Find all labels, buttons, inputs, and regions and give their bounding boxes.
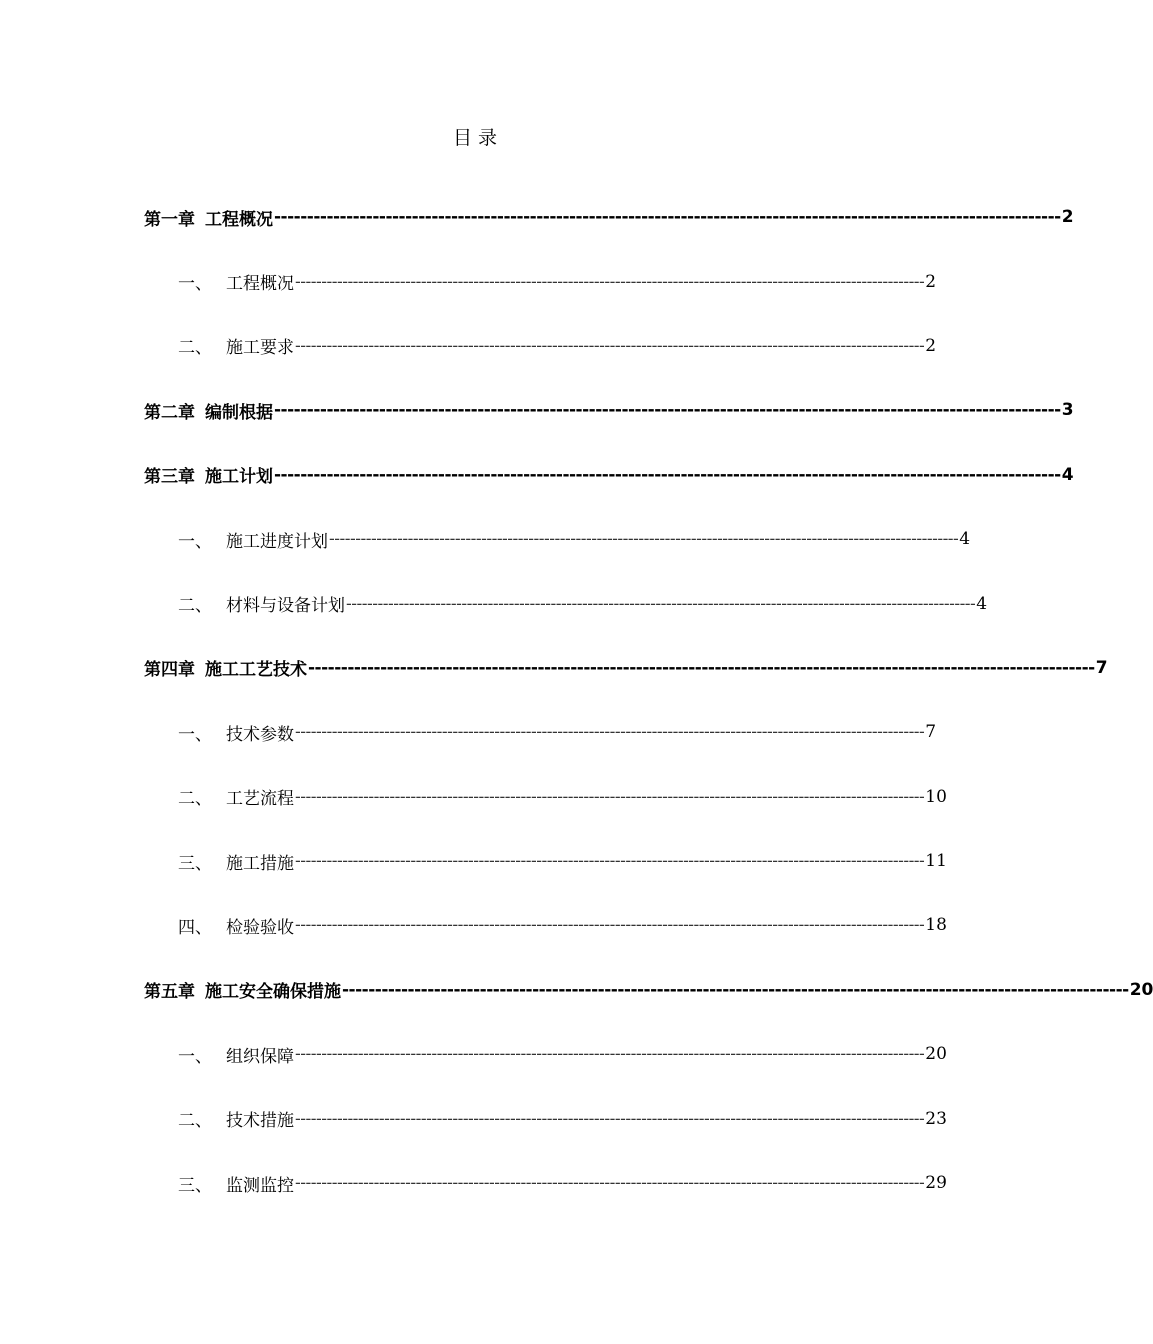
toc-entry-label: 技术措施 xyxy=(226,1111,294,1132)
toc-entry[interactable] xyxy=(144,185,1074,249)
toc-entry[interactable] xyxy=(144,314,937,378)
toc-entry-number: 二、 xyxy=(178,338,212,359)
toc-leader: ------------------------------------------------------------------------------------------------------------------------ xyxy=(346,593,976,614)
toc-leader: ------------------------------------------------------------------------------------------------------------------------ xyxy=(295,1173,925,1194)
toc-entry-label: 技术参数 xyxy=(226,724,294,745)
toc-entry[interactable] xyxy=(144,443,1074,507)
toc-entry-number: 三、 xyxy=(178,1175,212,1196)
toc-entry[interactable] xyxy=(144,958,1153,1022)
toc-entry-label: 施工计划 xyxy=(205,467,273,488)
toc-entry-page: 23 xyxy=(925,1108,947,1129)
toc-leader: ------------------------------------------------------------------------------------------------------------------------ xyxy=(295,271,925,292)
toc-list xyxy=(144,185,1153,1215)
toc-entry-number: 一、 xyxy=(178,531,212,552)
toc-leader: ------------------------------------------------------------------------------------------------------------------------ xyxy=(295,851,925,872)
toc-entry-label: 工程概况 xyxy=(205,209,273,230)
toc-entry[interactable] xyxy=(144,571,988,635)
toc-entry-label: 施工措施 xyxy=(226,853,294,874)
toc-entry-page: 29 xyxy=(925,1173,947,1194)
toc-entry-label: 材料与设备计划 xyxy=(226,596,345,617)
toc-leader: ------------------------------------------------------------------------------------------------------------------------ xyxy=(329,529,959,550)
toc-entry-page: 2 xyxy=(1061,207,1074,228)
toc-entry-number: 一、 xyxy=(178,724,212,745)
toc-entry[interactable] xyxy=(144,636,1108,700)
toc-entry-label: 施工工艺技术 xyxy=(205,660,307,681)
toc-entry-number: 二、 xyxy=(178,789,212,810)
toc-leader: ------------------------------------------------------------------------------------------------------------------------ xyxy=(308,657,1095,678)
toc-entry-number: 一、 xyxy=(178,274,212,295)
toc-entry-number: 一、 xyxy=(178,1046,212,1067)
toc-entry[interactable] xyxy=(144,1022,947,1086)
toc-entry-label: 工艺流程 xyxy=(226,789,294,810)
toc-entry-page: 2 xyxy=(925,335,937,356)
toc-entry[interactable] xyxy=(144,1086,947,1150)
toc-entry-page: 4 xyxy=(976,593,988,614)
toc-entry-page: 4 xyxy=(1061,464,1074,485)
toc-entry-page: 2 xyxy=(925,271,937,292)
toc-leader: ------------------------------------------------------------------------------------------------------------------------ xyxy=(274,400,1061,421)
toc-entry-label: 施工安全确保措施 xyxy=(205,982,341,1003)
toc-entry-page: 3 xyxy=(1061,400,1074,421)
toc-entry-number: 第一章 xyxy=(144,209,195,230)
toc-entry-number: 二、 xyxy=(178,596,212,617)
toc-entry-label: 编制根据 xyxy=(205,402,273,423)
toc-leader: ------------------------------------------------------------------------------------------------------------------------ xyxy=(295,1108,925,1129)
toc-entry-label: 监测监控 xyxy=(226,1175,294,1196)
toc-leader: ------------------------------------------------------------------------------------------------------------------------ xyxy=(295,1044,925,1065)
toc-entry-number: 第二章 xyxy=(144,402,195,423)
toc-leader: ------------------------------------------------------------------------------------------------------------------------ xyxy=(295,335,925,356)
toc-entry-page: 10 xyxy=(925,786,947,807)
toc-entry-page: 20 xyxy=(925,1044,947,1065)
toc-leader: ------------------------------------------------------------------------------------------------------------------------ xyxy=(295,915,925,936)
toc-entry-page: 11 xyxy=(925,851,947,872)
toc-entry-number: 二、 xyxy=(178,1111,212,1132)
toc-entry-page: 18 xyxy=(925,915,947,936)
toc-entry-label: 组织保障 xyxy=(226,1046,294,1067)
toc-entry[interactable] xyxy=(144,700,937,764)
toc-entry[interactable] xyxy=(144,829,947,893)
toc-entry-number: 第四章 xyxy=(144,660,195,681)
toc-entry[interactable] xyxy=(144,378,1074,442)
toc-entry-number: 第三章 xyxy=(144,467,195,488)
toc-entry-number: 三、 xyxy=(178,853,212,874)
toc-entry-number: 第五章 xyxy=(144,982,195,1003)
toc-title: 目 录 xyxy=(452,127,498,149)
toc-entry-label: 工程概况 xyxy=(226,274,294,295)
toc-leader: ------------------------------------------------------------------------------------------------------------------------ xyxy=(295,786,925,807)
toc-entry[interactable] xyxy=(144,893,947,957)
toc-entry-label: 施工进度计划 xyxy=(226,531,328,552)
toc-entry-number: 四、 xyxy=(178,917,212,938)
toc-entry-page: 4 xyxy=(959,529,971,550)
toc-leader: ------------------------------------------------------------------------------------------------------------------------ xyxy=(274,464,1061,485)
toc-leader: ------------------------------------------------------------------------------------------------------------------------ xyxy=(274,207,1061,228)
toc-entry-page: 7 xyxy=(1095,657,1108,678)
toc-entry-label: 施工要求 xyxy=(226,338,294,359)
toc-leader: ------------------------------------------------------------------------------------------------------------------------ xyxy=(342,979,1129,1000)
toc-entry-page: 7 xyxy=(925,722,937,743)
toc-entry[interactable] xyxy=(144,765,947,829)
toc-entry[interactable] xyxy=(144,249,937,313)
toc-entry[interactable] xyxy=(144,1151,947,1215)
toc-leader: ------------------------------------------------------------------------------------------------------------------------ xyxy=(295,722,925,743)
toc-entry-page: 20 xyxy=(1129,979,1153,1000)
toc-entry[interactable] xyxy=(144,507,971,571)
toc-entry-label: 检验验收 xyxy=(226,917,294,938)
